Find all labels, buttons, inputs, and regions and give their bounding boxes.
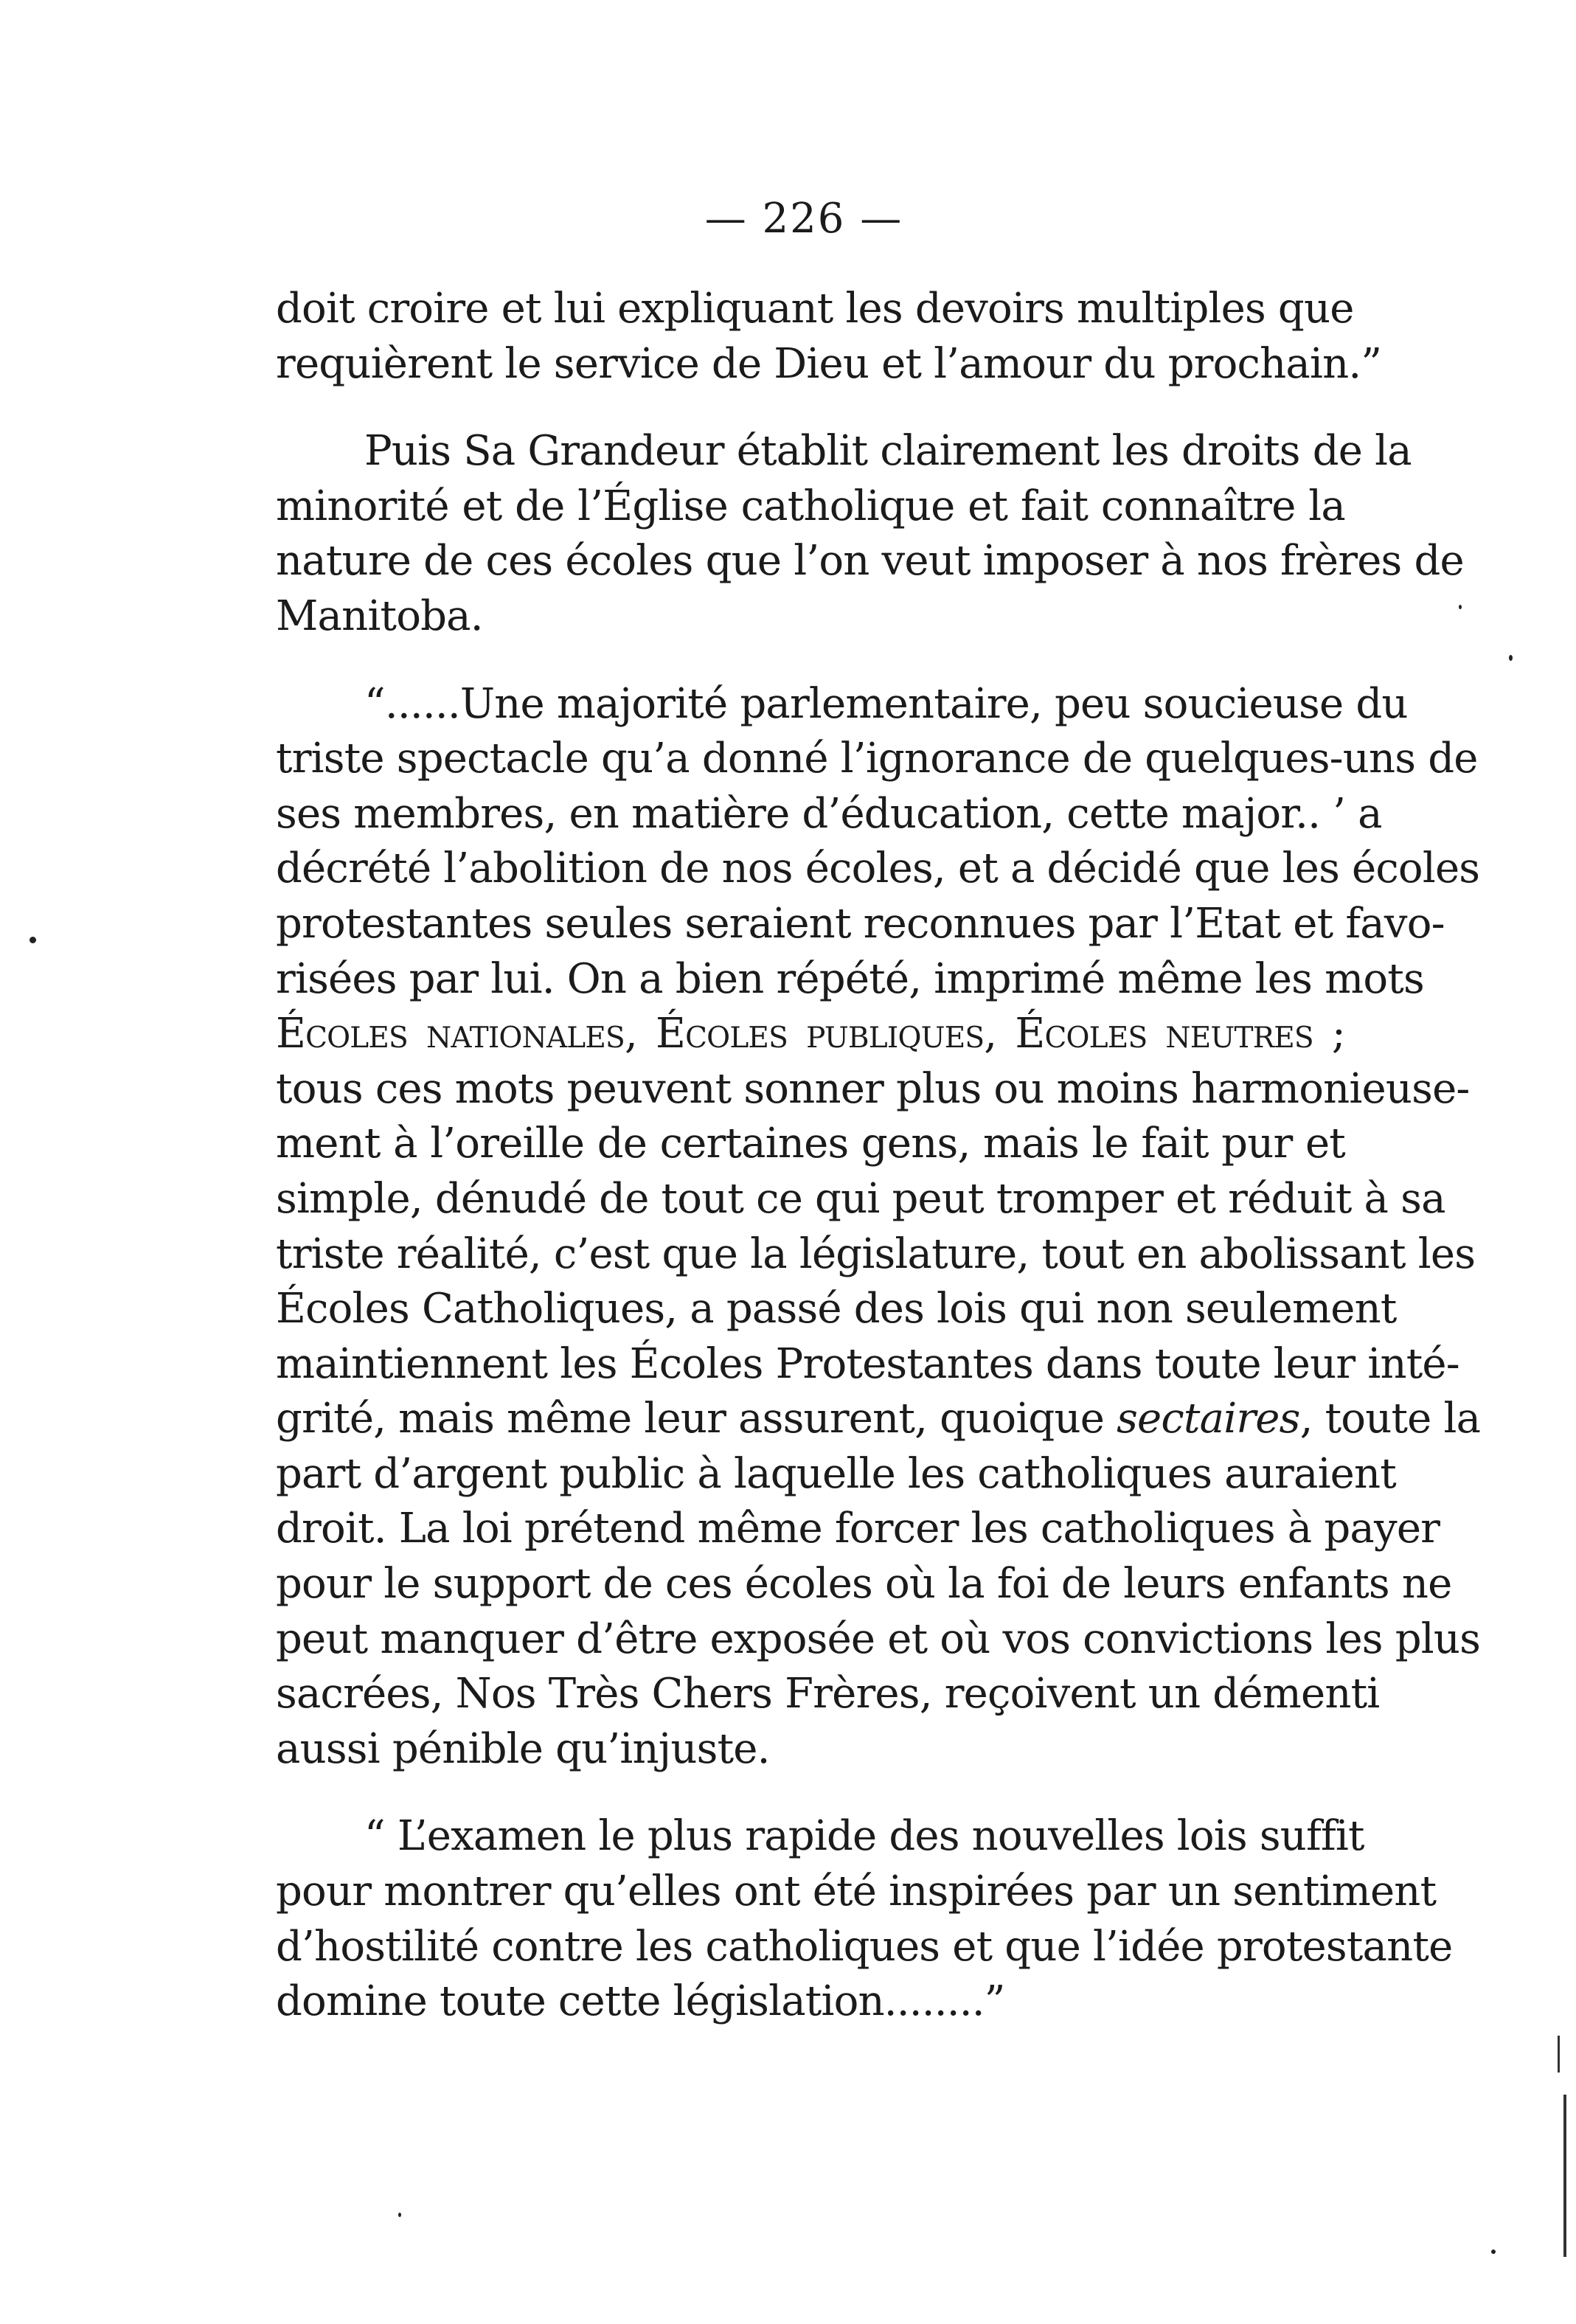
text-line-small-caps: Écoles nationales, Écoles publiques, Écoles neutres ; — [276, 1010, 1345, 1058]
text-line: Puis Sa Grandeur établit clairement les droits de la — [364, 427, 1412, 476]
text-line: domine toute cette législation........” — [276, 1977, 1005, 2026]
text-line: triste spectacle qu’a donné l’ignorance de quelques-uns de — [276, 735, 1478, 783]
scan-speck — [1491, 2250, 1496, 2254]
paragraph-2 — [276, 424, 1464, 644]
paragraph-1 — [276, 282, 1382, 392]
paragraph-3-quotation — [276, 677, 1481, 1777]
text-line: risées par lui. On a bien répété, imprimé même les mots — [276, 954, 1424, 1003]
scan-speck — [29, 937, 36, 943]
text-line: protestantes seules seraient reconnues par l’Etat et favo- — [276, 899, 1445, 948]
scan-speck — [1459, 605, 1462, 609]
text-line: décrété l’abolition de nos écoles, et a décidé que les écoles — [276, 844, 1480, 893]
text-line: pour montrer qu’elles ont été inspirées par un sentiment — [276, 1867, 1437, 1916]
text-line: Écoles Catholiques, a passé des lois qui non seulement — [276, 1285, 1397, 1333]
scan-edge-mark — [1558, 2036, 1560, 2072]
text-line: Manitoba. — [276, 592, 483, 640]
text-line: maintiennent les Écoles Protestantes dans toute leur inté- — [276, 1339, 1459, 1388]
text-line: ment à l’oreille de certaines gens, mais le fait pur et — [276, 1120, 1345, 1168]
text-line: aussi pénible qu’injuste. — [276, 1724, 770, 1773]
scan-speck — [1509, 655, 1513, 661]
text-line: tous ces mots peuvent sonner plus ou moins harmonieuse- — [276, 1064, 1470, 1113]
text-line: ses membres, en matière d’éducation, cette major.. ’ a — [276, 789, 1382, 838]
text-line: minorité et de l’Église catholique et fait connaître la — [276, 482, 1345, 530]
text-line: “......Une majorité parlementaire, peu soucieuse du — [364, 679, 1408, 728]
scan-speck — [398, 2213, 401, 2217]
text-line: doit croire et lui expliquant les devoirs multiples que — [276, 285, 1354, 333]
italic-word: sectaires — [1117, 1395, 1300, 1443]
text-line: nature de ces écoles que l’on veut imposer à nos frères de — [276, 537, 1464, 586]
text-segment: grité, mais même leur assurent, quoique — [276, 1395, 1117, 1443]
text-line: “ L’examen le plus rapide des nouvelles lois suffit — [364, 1812, 1364, 1861]
body-text — [276, 282, 1481, 2062]
text-line: pour le support de ces écoles où la foi de leurs enfants ne — [276, 1560, 1452, 1609]
text-line: peut manquer d’être exposée et où vos convictions les plus — [276, 1614, 1481, 1663]
text-line: droit. La loi prétend même forcer les catholiques à payer — [276, 1505, 1440, 1553]
text-line: triste réalité, c’est que la législature, tout en abolissant les — [276, 1229, 1476, 1278]
text-line-with-italic — [276, 1392, 1481, 1447]
text-line: part d’argent public à laquelle les catholiques auraient — [276, 1449, 1396, 1498]
text-segment: , toute la — [1299, 1395, 1481, 1443]
text-line: d’hostilité contre les catholiques et que l’idée protestante — [276, 1922, 1453, 1971]
text-line: simple, dénudé de tout ce qui peut tromper et réduit à sa — [276, 1174, 1445, 1223]
scan-edge-mark — [1563, 2095, 1566, 2257]
text-line: sacrées, Nos Très Chers Frères, reçoivent un démenti — [276, 1670, 1380, 1718]
page-number: — 226 — — [704, 195, 903, 243]
paragraph-4-quotation — [276, 1809, 1453, 2029]
text-line: requièrent le service de Dieu et l’amour du prochain.” — [276, 339, 1382, 388]
